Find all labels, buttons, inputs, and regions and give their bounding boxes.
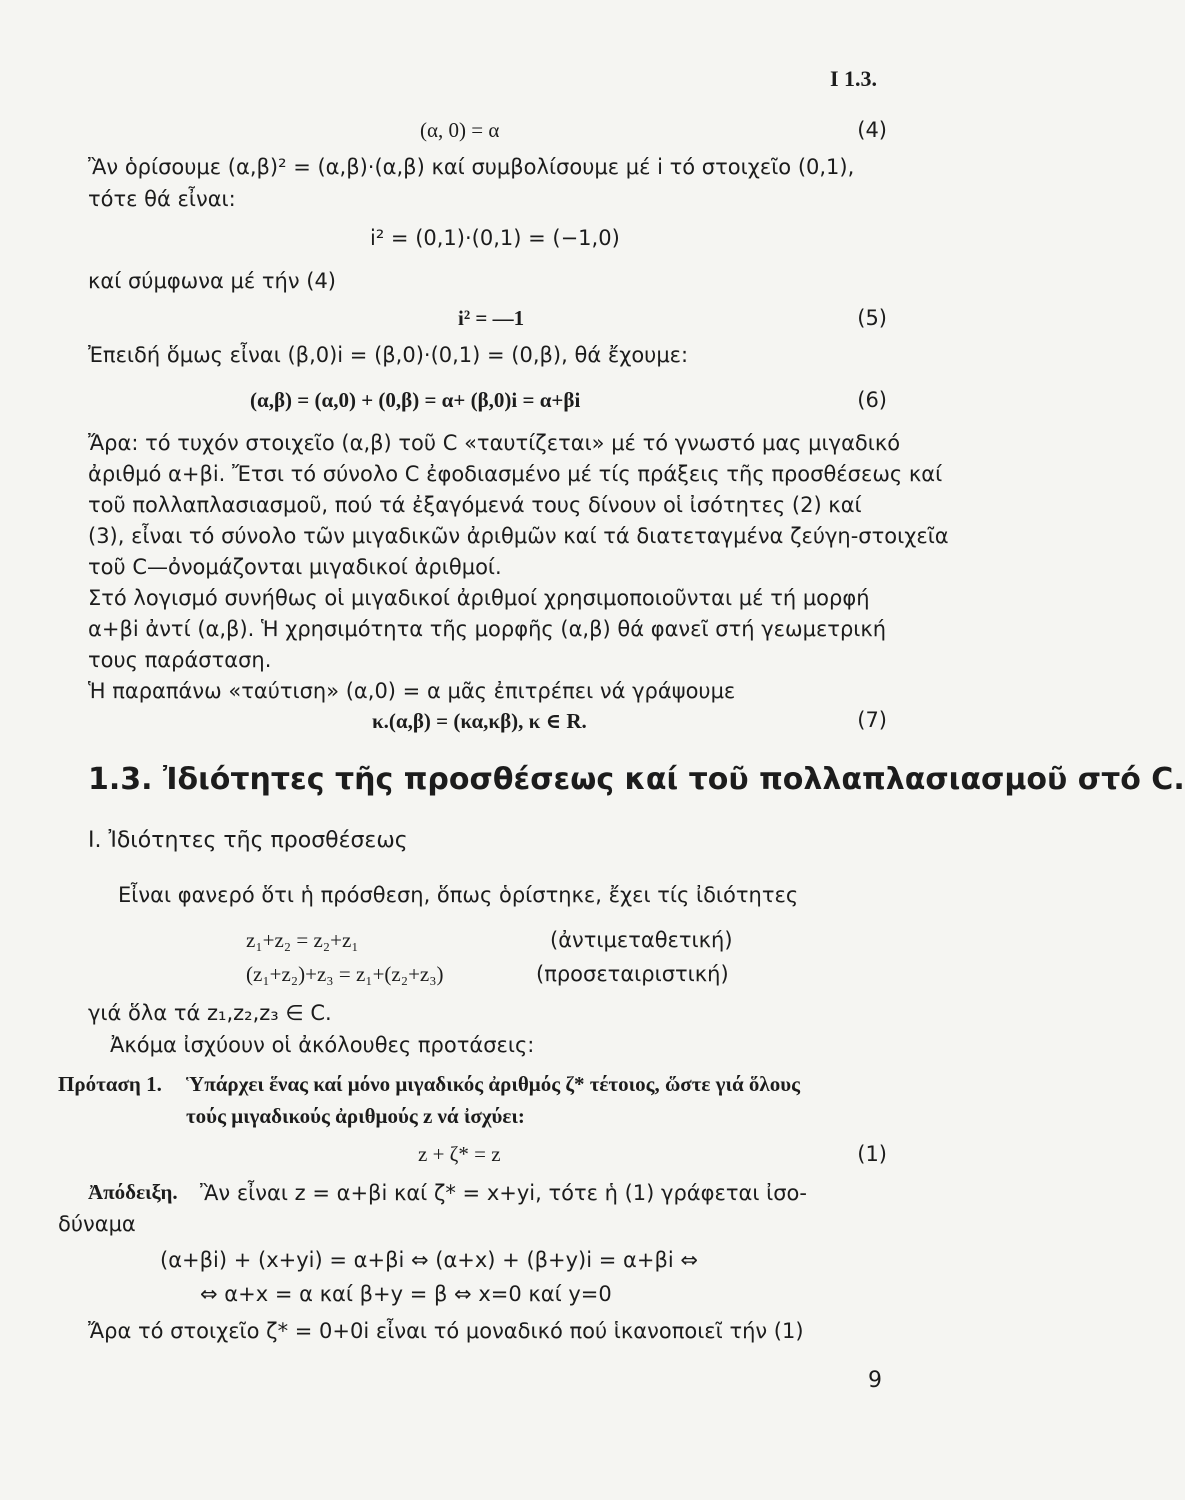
- commutative-equation: z₁+z₂ = z₂+z₁: [246, 928, 359, 952]
- accordance-line: καί σύμφωνα μέ τήν (4): [88, 269, 337, 293]
- paragraph-line: ἀριθμό α+βi. Ἔτσι τό σύνολο C ἐφοδιασμένο μέ τίς πράξεις τῆς προσθέσεως καί: [88, 462, 943, 486]
- proposition-equation-number: (1): [857, 1142, 887, 1166]
- page-number: 9: [868, 1368, 882, 1393]
- associative-label: (προσεταιριστική): [536, 962, 729, 986]
- since-line: Ἐπειδή ὅμως εἶναι (β,0)i = (β,0)·(0,1) = (0,β), θά ἔχουμε:: [88, 343, 689, 367]
- equation-6-number: (6): [857, 388, 887, 412]
- paragraph-line: Ἄρα: τό τυχόν στοιχεῖο (α,β) τοῦ C «ταυτίζεται» μέ τό γνωστό μας μιγαδικό: [88, 431, 901, 455]
- paragraph-line: Στό λογισμό συνήθως οἱ μιγαδικοί ἀριθμοί χρησιμοποιοῦνται μέ τή μορφή: [88, 586, 870, 610]
- section-heading: 1.3. Ἰδιότητες τῆς προσθέσεως καί τοῦ πολλαπλασιασμοῦ στό C.: [88, 762, 1185, 797]
- paragraph-line: τοῦ πολλαπλασιασμοῦ, πού τά ἐξαγόμενά τους δίνουν οἱ ἰσότητες (2) καί: [88, 493, 862, 517]
- proof-conclusion: Ἄρα τό στοιχεῖο ζ* = 0+0i εἶναι τό μοναδικό πού ἱκανοποιεῖ τήν (1): [88, 1319, 804, 1343]
- proof-equation-line-2: ⇔ α+x = α καί β+y = β ⇔ x=0 καί y=0: [200, 1282, 612, 1306]
- equation-i-squared: i² = (0,1)·(0,1) = (−1,0): [370, 226, 620, 250]
- equation-6: (α,β) = (α,0) + (0,β) = α+ (β,0)i = α+βi: [250, 388, 581, 412]
- equation-7-number: (7): [857, 708, 887, 732]
- equation-5-number: (5): [857, 306, 887, 330]
- equation-4-number: (4): [857, 118, 887, 142]
- properties-intro: Εἶναι φανερό ὅτι ἡ πρόσθεση, ὅπως ὁρίστηκε, ἔχει τίς ἰδιότητες: [118, 883, 799, 907]
- proof-equation-line-1: (α+βi) + (x+yi) = α+βi ⇔ (α+x) + (β+y)i = α+βi ⇔: [160, 1248, 698, 1272]
- paragraph-line: τοῦ C—ὀνομάζονται μιγαδικοί ἀριθμοί.: [88, 555, 502, 579]
- associative-equation: (z₁+z₂)+z₃ = z₁+(z₂+z₃): [246, 962, 444, 986]
- equation-7: κ.(α,β) = (κα,κβ), κ ∈ R.: [372, 709, 587, 733]
- definition-line-2: τότε θά εἶναι:: [88, 187, 236, 211]
- equation-5: i² = —1: [458, 306, 525, 330]
- identification-line: Ἡ παραπάνω «ταύτιση» (α,0) = α μᾶς ἐπιτρέπει νά γράψουμε: [88, 679, 736, 703]
- commutative-label: (ἀντιμεταθετική): [550, 928, 733, 952]
- definition-line-1: Ἂν ὁρίσουμε (α,β)² = (α,β)·(α,β) καί συμβολίσουμε μέ i τό στοιχεῖο (0,1),: [88, 155, 855, 179]
- paragraph-line: α+βi ἀντί (α,β). Ἡ χρησιμότητα τῆς μορφῆς (α,β) θά φανεῖ στή γεωμετρική: [88, 617, 887, 641]
- proposition-text-line-1: Ὑπάρχει ἕνας καί μόνο μιγαδικός ἀριθμός ζ* τέτοιος, ὥστε γιά ὅλους: [186, 1072, 801, 1096]
- proof-label: Ἀπόδειξη.: [88, 1180, 178, 1204]
- proposition-text-line-2: τούς μιγαδικούς ἀριθμούς z νά ἰσχύει:: [186, 1104, 525, 1128]
- equation-4: (α, 0) = α: [420, 118, 500, 142]
- more-propositions-line: Ἀκόμα ἰσχύουν οἱ ἀκόλουθες προτάσεις:: [110, 1033, 535, 1057]
- subsection-heading: Ι. Ἰδιότητες τῆς προσθέσεως: [88, 828, 408, 853]
- proposition-label: Πρόταση 1.: [58, 1072, 162, 1096]
- paragraph-line: (3), εἶναι τό σύνολο τῶν μιγαδικῶν ἀριθμῶν καί τά διατεταγμένα ζεύγη-στοιχεῖα: [88, 524, 949, 548]
- proof-text-line-1: Ἂν εἶναι z = α+βi καί ζ* = x+yi, τότε ἡ (1) γράφεται ἰσο-: [200, 1181, 807, 1205]
- forall-line: γιά ὅλα τά z₁,z₂,z₃ ∈ C.: [88, 1001, 332, 1025]
- proof-text-line-2: δύναμα: [58, 1212, 136, 1236]
- paragraph-line: τους παράσταση.: [88, 648, 272, 672]
- proposition-equation: z + ζ* = z: [418, 1142, 501, 1166]
- running-header: I 1.3.: [830, 66, 878, 91]
